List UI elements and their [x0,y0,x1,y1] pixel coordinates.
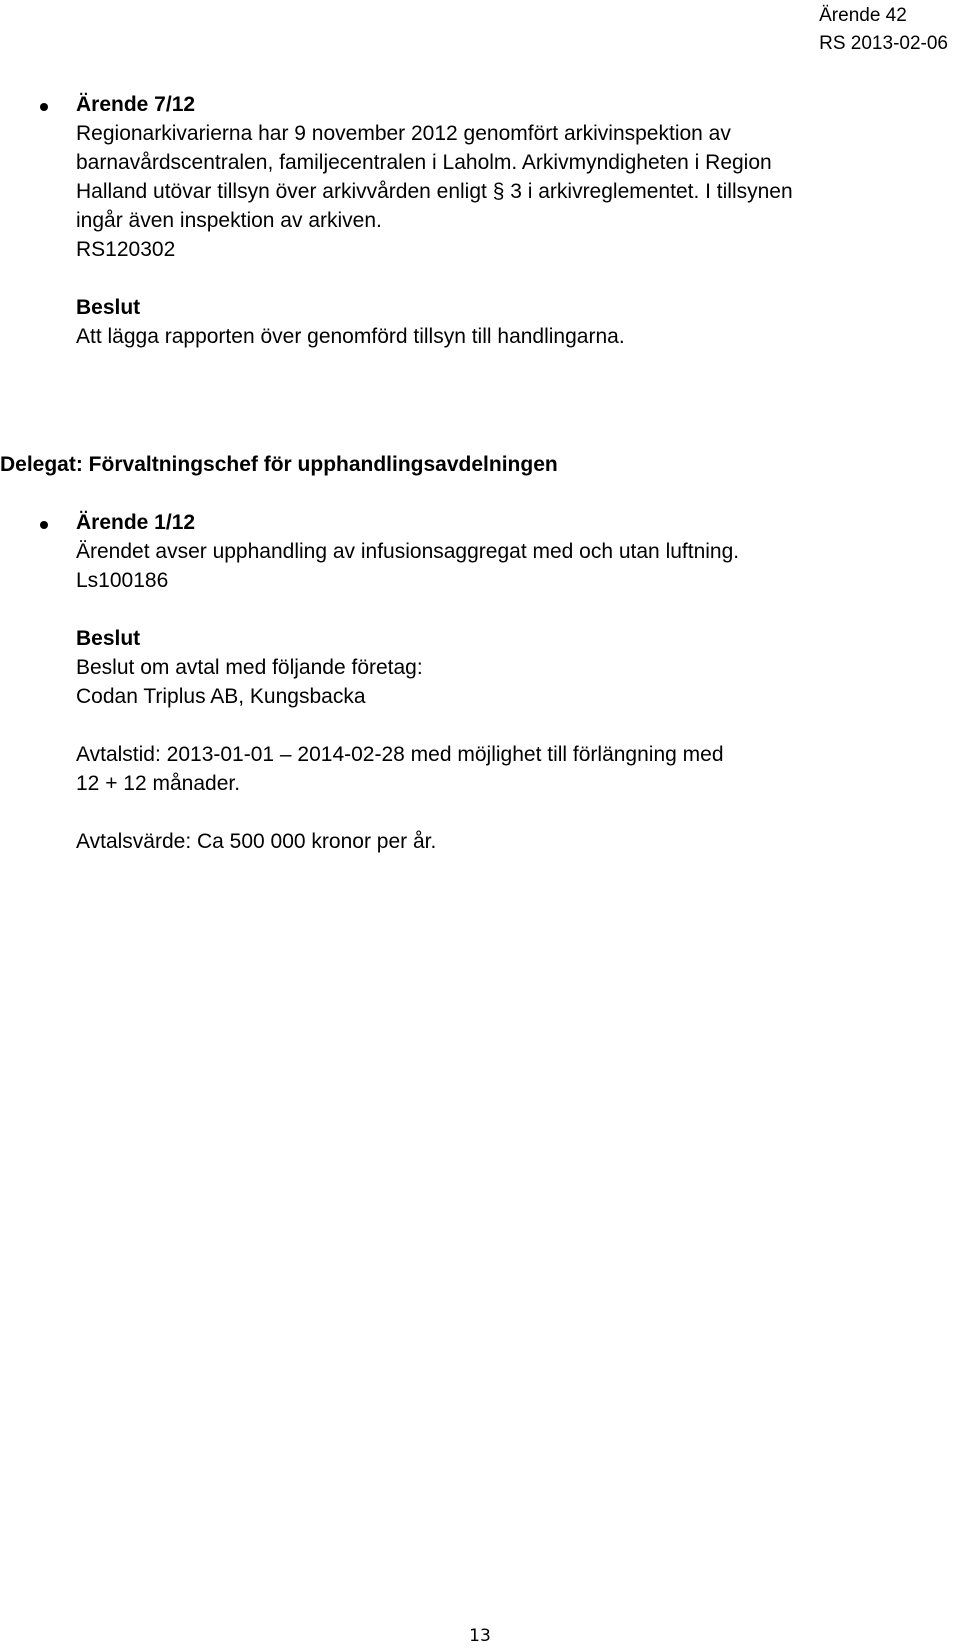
case-item-7-12 [0,90,940,351]
delegat-section [0,450,940,479]
bullet-icon [40,521,48,529]
header-case-number: Ärende 42 [819,5,907,26]
case-title: Ärende 7/12 [76,93,196,116]
header-date: RS 2013-02-06 [819,33,948,54]
page-header [819,2,948,58]
contract-value-line: Avtalsvärde: Ca 500 000 kronor per år. [76,830,437,853]
page-number: 13 [469,1626,491,1646]
contract-period-line: Avtalstid: 2013-01-01 – 2014-02-28 med möjlighet till förlängning med [76,743,724,766]
case-reference: RS120302 [76,238,176,261]
decision-company: Codan Triplus AB, Kungsbacka [76,685,366,708]
case-item-1-12 [0,508,940,856]
spacer [76,798,940,827]
decision-heading: Beslut [76,296,141,319]
case-body-line: barnavårdscentralen, familjecentralen i Laholm. Arkivmyndigheten i Region [76,151,772,174]
case-body-line: Regionarkivarierna har 9 november 2012 genomfört arkivinspektion av [76,122,731,145]
decision-text: Att lägga rapporten över genomförd tillsyn till handlingarna. [76,325,625,348]
spacer [76,595,940,624]
bullet-list-item [0,508,940,856]
spacer [76,264,940,293]
case-body-line: Ärendet avser upphandling av infusionsaggregat med och utan luftning. [76,540,740,563]
case-reference: Ls100186 [76,569,169,592]
delegat-heading: Delegat: Förvaltningschef för upphandlingsavdelningen [0,453,558,476]
contract-extension-line: 12 + 12 månader. [76,772,241,795]
case-body-line: Halland utövar tillsyn över arkivvården enligt § 3 i arkivreglementet. I tillsynen [76,180,793,203]
decision-text: Beslut om avtal med följande företag: [76,656,423,679]
case-body-line: ingår även inspektion av arkiven. [76,209,382,232]
spacer [76,711,940,740]
bullet-list-item [0,90,940,351]
case-title: Ärende 1/12 [76,511,196,534]
decision-heading: Beslut [76,627,141,650]
bullet-icon [40,103,48,111]
